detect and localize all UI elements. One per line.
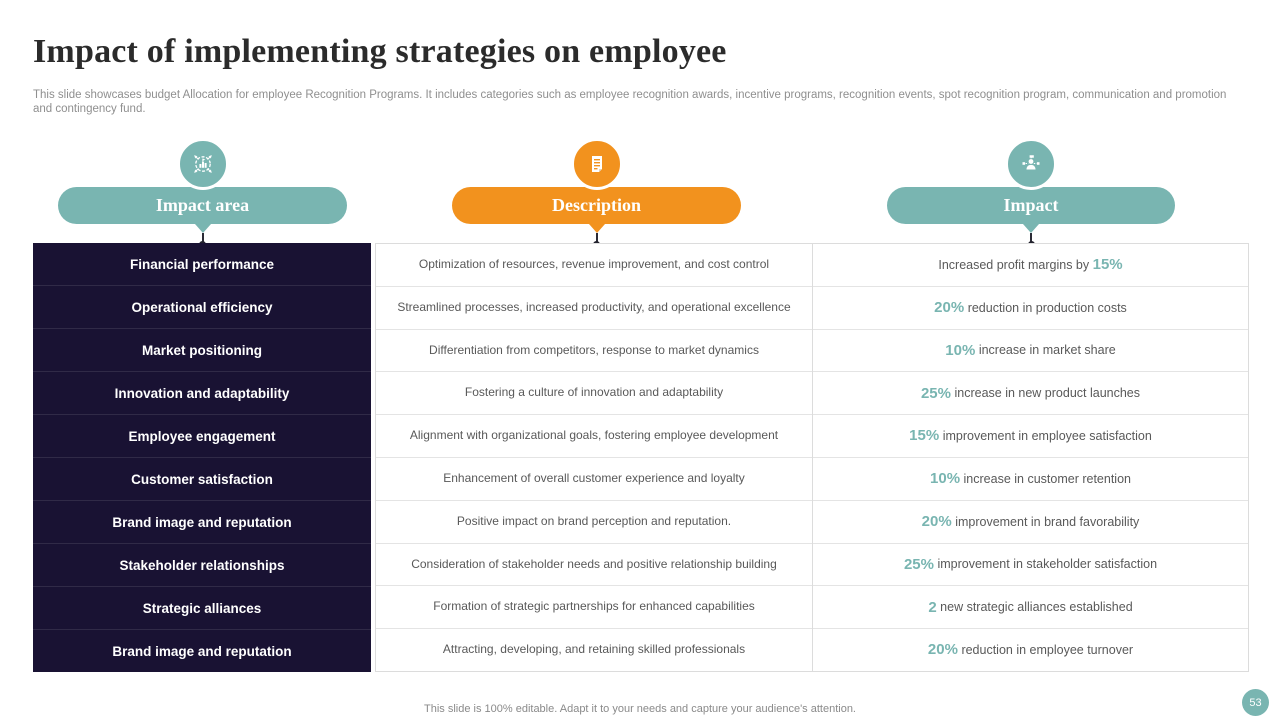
column-header-description <box>452 138 741 248</box>
impact-cell <box>813 501 1248 544</box>
impact-cell <box>813 586 1248 629</box>
impact-cell <box>813 415 1248 458</box>
description-column <box>376 244 813 671</box>
impact-area-cell: Innovation and adaptability <box>33 372 371 415</box>
impact-text: reduction in production costs <box>964 300 1127 315</box>
page-number-badge <box>1242 689 1269 716</box>
impact-area-cell: Brand image and reputation <box>112 643 292 659</box>
impact-value: 25% <box>903 555 934 573</box>
slide-subtitle: This slide showcases budget Allocation for employee Recognition Programs. It includes categories such as employee recognition awards, incentive programs, recognition events, spot recognition program, communication and promotion and contingency fund. <box>33 89 1227 115</box>
impact-text: increase in new product launches <box>951 386 1141 401</box>
description-cell: Attracting, developing, and retaining skilled professionals <box>442 642 746 657</box>
description-cell: Enhancement of overall customer experience and loyalty <box>376 458 812 501</box>
impact-value: 20% <box>934 298 965 316</box>
impact-area-column <box>33 243 371 672</box>
impact-area-cell: Financial performance <box>33 243 371 286</box>
impact-cell <box>813 458 1248 501</box>
impact-cell <box>813 244 1248 287</box>
impact-text: new strategic alliances established <box>936 600 1133 615</box>
impact-target-icon <box>177 138 229 190</box>
impact-area-pill <box>58 187 347 224</box>
impact-cell <box>813 287 1248 330</box>
description-cell: Differentiation from competitors, response to market dynamics <box>376 330 812 373</box>
impact-text: increase in customer retention <box>960 471 1131 486</box>
pill-tail <box>1023 224 1039 233</box>
impact-value: 10% <box>945 341 976 359</box>
impact-text: improvement in stakeholder satisfaction <box>933 557 1158 572</box>
impact-text: Increased profit margins by <box>938 257 1093 272</box>
editable-note: This slide is 100% editable. Adapt it to your needs and capture your audience's attention. <box>424 703 856 715</box>
impact-cell <box>813 330 1248 373</box>
impact-value: 15% <box>1092 256 1123 274</box>
description-cell: Optimization of resources, revenue improvement, and cost control <box>376 244 812 287</box>
description-cell: Fostering a culture of innovation and adaptability <box>376 372 812 415</box>
impact-cell <box>813 544 1248 587</box>
column-header-impact-area <box>58 138 347 248</box>
impact-area-cell: Employee engagement <box>33 415 371 458</box>
impact-area-cell: Stakeholder relationships <box>33 544 371 587</box>
impact-area-cell: Brand image and reputation <box>33 501 371 544</box>
page-title: Impact of implementing strategies on employee <box>33 33 727 70</box>
description-cell: Positive impact on brand perception and reputation. <box>376 501 812 544</box>
description-impact-table <box>375 243 1249 672</box>
document-icon <box>571 138 623 190</box>
impact-area-cell: Market positioning <box>33 329 371 372</box>
impact-area-cell: Strategic alliances <box>33 587 371 630</box>
impact-area-label: Impact area <box>155 195 250 215</box>
impact-cell <box>813 372 1248 415</box>
impact-text: improvement in brand favorability <box>951 514 1140 529</box>
impact-label: Impact <box>1003 195 1059 215</box>
impact-value: 20% <box>921 512 952 530</box>
description-pill <box>452 187 741 224</box>
description-cell: Formation of strategic partnerships for enhanced capabilities <box>376 586 812 629</box>
description-label: Description <box>552 195 641 215</box>
pill-tail <box>589 224 605 233</box>
impact-value: 2 <box>928 598 937 616</box>
impact-value: 10% <box>930 470 961 488</box>
impact-value: 25% <box>920 384 951 402</box>
page-number: 53 <box>1249 696 1262 709</box>
impact-cell <box>813 629 1248 671</box>
impact-area-cell: Customer satisfaction <box>33 458 371 501</box>
impact-value: 15% <box>909 427 940 445</box>
impact-text: increase in market share <box>975 343 1116 358</box>
people-network-icon <box>1005 138 1057 190</box>
impact-text: improvement in employee satisfaction <box>939 428 1152 443</box>
impact-pill <box>887 187 1175 224</box>
impact-column <box>813 244 1248 671</box>
description-cell: Streamlined processes, increased productivity, and operational excellence <box>376 287 812 330</box>
impact-text: reduction in employee turnover <box>957 642 1134 657</box>
impact-area-cell: Operational efficiency <box>33 286 371 329</box>
column-header-impact <box>887 138 1175 248</box>
description-cell: Alignment with organizational goals, fostering employee development <box>376 415 812 458</box>
impact-value: 20% <box>927 641 958 659</box>
pill-tail <box>195 224 211 233</box>
description-cell: Consideration of stakeholder needs and positive relationship building <box>376 544 812 587</box>
